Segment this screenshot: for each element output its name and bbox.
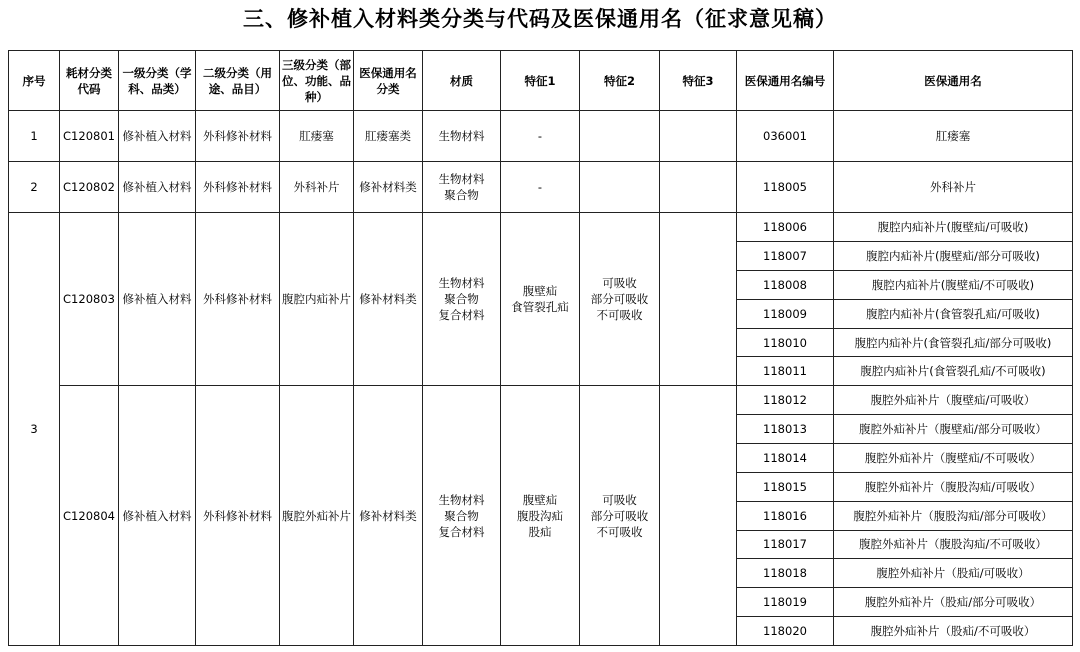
header-cell-level2: 二级分类（用途、品目） — [196, 51, 280, 111]
material-cell: 生物材料 — [423, 111, 501, 162]
name-number-cell: 118020 — [737, 617, 834, 646]
name-number-cell: 118005 — [737, 162, 834, 213]
feature1-cell: - — [501, 162, 580, 213]
header-cell-feature2: 特征2 — [580, 51, 660, 111]
name-number-cell: 118008 — [737, 270, 834, 299]
common-name-cell: 腹腔内疝补片(腹壁疝/不可吸收) — [834, 270, 1073, 299]
name-number-cell: 118012 — [737, 386, 834, 415]
code-cell: C120802 — [60, 162, 119, 213]
level1-cell: 修补植入材料 — [119, 162, 196, 213]
common-name-cell: 腹腔外疝补片（腹股沟疝/部分可吸收） — [834, 501, 1073, 530]
level3-cell: 肛瘘塞 — [280, 111, 354, 162]
name-number-cell: 118019 — [737, 588, 834, 617]
header-cell-feature1: 特征1 — [501, 51, 580, 111]
common-name-cell: 腹腔外疝补片（腹壁疝/部分可吸收） — [834, 415, 1073, 444]
table-header-row — [9, 51, 1073, 111]
level3-cell: 腹腔内疝补片 — [280, 213, 354, 386]
feature2-cell: 可吸收 部分可吸收 不可吸收 — [580, 213, 660, 386]
name-number-cell: 118009 — [737, 299, 834, 328]
seq-cell: 3 — [9, 213, 60, 646]
feature1-cell: 腹壁疝 腹股沟疝 股疝 — [501, 386, 580, 646]
table-row — [9, 386, 1073, 415]
name-number-cell: 118016 — [737, 501, 834, 530]
feature2-cell — [580, 111, 660, 162]
feature3-cell — [660, 162, 737, 213]
header-cell-material: 材质 — [423, 51, 501, 111]
code-cell: C120803 — [60, 213, 119, 386]
seq-cell: 1 — [9, 111, 60, 162]
feature2-cell: 可吸收 部分可吸收 不可吸收 — [580, 386, 660, 646]
header-cell-name-number: 医保通用名编号 — [737, 51, 834, 111]
common-name-cell: 腹腔外疝补片（股疝/部分可吸收） — [834, 588, 1073, 617]
feature1-cell: 腹壁疝 食管裂孔疝 — [501, 213, 580, 386]
common-name-cell: 腹腔外疝补片（腹壁疝/可吸收） — [834, 386, 1073, 415]
category-cell: 肛瘘塞类 — [354, 111, 423, 162]
name-number-cell: 118014 — [737, 444, 834, 473]
name-number-cell: 036001 — [737, 111, 834, 162]
code-cell: C120801 — [60, 111, 119, 162]
common-name-cell: 腹腔内疝补片(食管裂孔疝/不可吸收) — [834, 357, 1073, 386]
common-name-cell: 肛瘘塞 — [834, 111, 1073, 162]
table-row — [9, 111, 1073, 162]
common-name-cell: 腹腔内疝补片(食管裂孔疝/部分可吸收) — [834, 328, 1073, 357]
header-cell-level1: 一级分类（学科、品类） — [119, 51, 196, 111]
level1-cell: 修补植入材料 — [119, 386, 196, 646]
document-title: 三、修补植入材料类分类与代码及医保通用名（征求意见稿） — [243, 7, 837, 31]
category-cell: 修补材料类 — [354, 162, 423, 213]
common-name-cell: 外科补片 — [834, 162, 1073, 213]
name-number-cell: 118015 — [737, 472, 834, 501]
level2-cell: 外科修补材料 — [196, 111, 280, 162]
feature1-cell: - — [501, 111, 580, 162]
table-row — [9, 213, 1073, 242]
feature2-cell — [580, 162, 660, 213]
name-number-cell: 118017 — [737, 530, 834, 559]
table-row — [9, 162, 1073, 213]
common-name-cell: 腹腔外疝补片（股疝/可吸收） — [834, 559, 1073, 588]
header-cell-level3: 三级分类（部位、功能、品种） — [280, 51, 354, 111]
material-cell: 生物材料 聚合物 复合材料 — [423, 213, 501, 386]
feature3-cell — [660, 386, 737, 646]
common-name-cell: 腹腔外疝补片（腹股沟疝/可吸收） — [834, 472, 1073, 501]
common-name-cell: 腹腔外疝补片（股疝/不可吸收） — [834, 617, 1073, 646]
feature3-cell — [660, 213, 737, 386]
name-number-cell: 118007 — [737, 242, 834, 271]
level2-cell: 外科修补材料 — [196, 386, 280, 646]
category-cell: 修补材料类 — [354, 386, 423, 646]
level3-cell: 外科补片 — [280, 162, 354, 213]
classification-table — [8, 50, 1073, 646]
common-name-cell: 腹腔内疝补片(腹壁疝/可吸收) — [834, 213, 1073, 242]
name-number-cell: 118010 — [737, 328, 834, 357]
header-cell-category: 医保通用名分类 — [354, 51, 423, 111]
common-name-cell: 腹腔外疝补片（腹股沟疝/不可吸收） — [834, 530, 1073, 559]
level1-cell: 修补植入材料 — [119, 213, 196, 386]
feature3-cell — [660, 111, 737, 162]
level1-cell: 修补植入材料 — [119, 111, 196, 162]
level2-cell: 外科修补材料 — [196, 162, 280, 213]
name-number-cell: 118013 — [737, 415, 834, 444]
seq-cell: 2 — [9, 162, 60, 213]
name-number-cell: 118011 — [737, 357, 834, 386]
name-number-cell: 118006 — [737, 213, 834, 242]
code-cell: C120804 — [60, 386, 119, 646]
level2-cell: 外科修补材料 — [196, 213, 280, 386]
common-name-cell: 腹腔内疝补片(食管裂孔疝/可吸收) — [834, 299, 1073, 328]
header-cell-code: 耗材分类代码 — [60, 51, 119, 111]
header-cell-seq: 序号 — [9, 51, 60, 111]
common-name-cell: 腹腔外疝补片（腹壁疝/不可吸收） — [834, 444, 1073, 473]
common-name-cell: 腹腔内疝补片(腹壁疝/部分可吸收) — [834, 242, 1073, 271]
header-cell-common-name: 医保通用名 — [834, 51, 1073, 111]
material-cell: 生物材料 聚合物 — [423, 162, 501, 213]
level3-cell: 腹腔外疝补片 — [280, 386, 354, 646]
category-cell: 修补材料类 — [354, 213, 423, 386]
name-number-cell: 118018 — [737, 559, 834, 588]
material-cell: 生物材料 聚合物 复合材料 — [423, 386, 501, 646]
header-cell-feature3: 特征3 — [660, 51, 737, 111]
